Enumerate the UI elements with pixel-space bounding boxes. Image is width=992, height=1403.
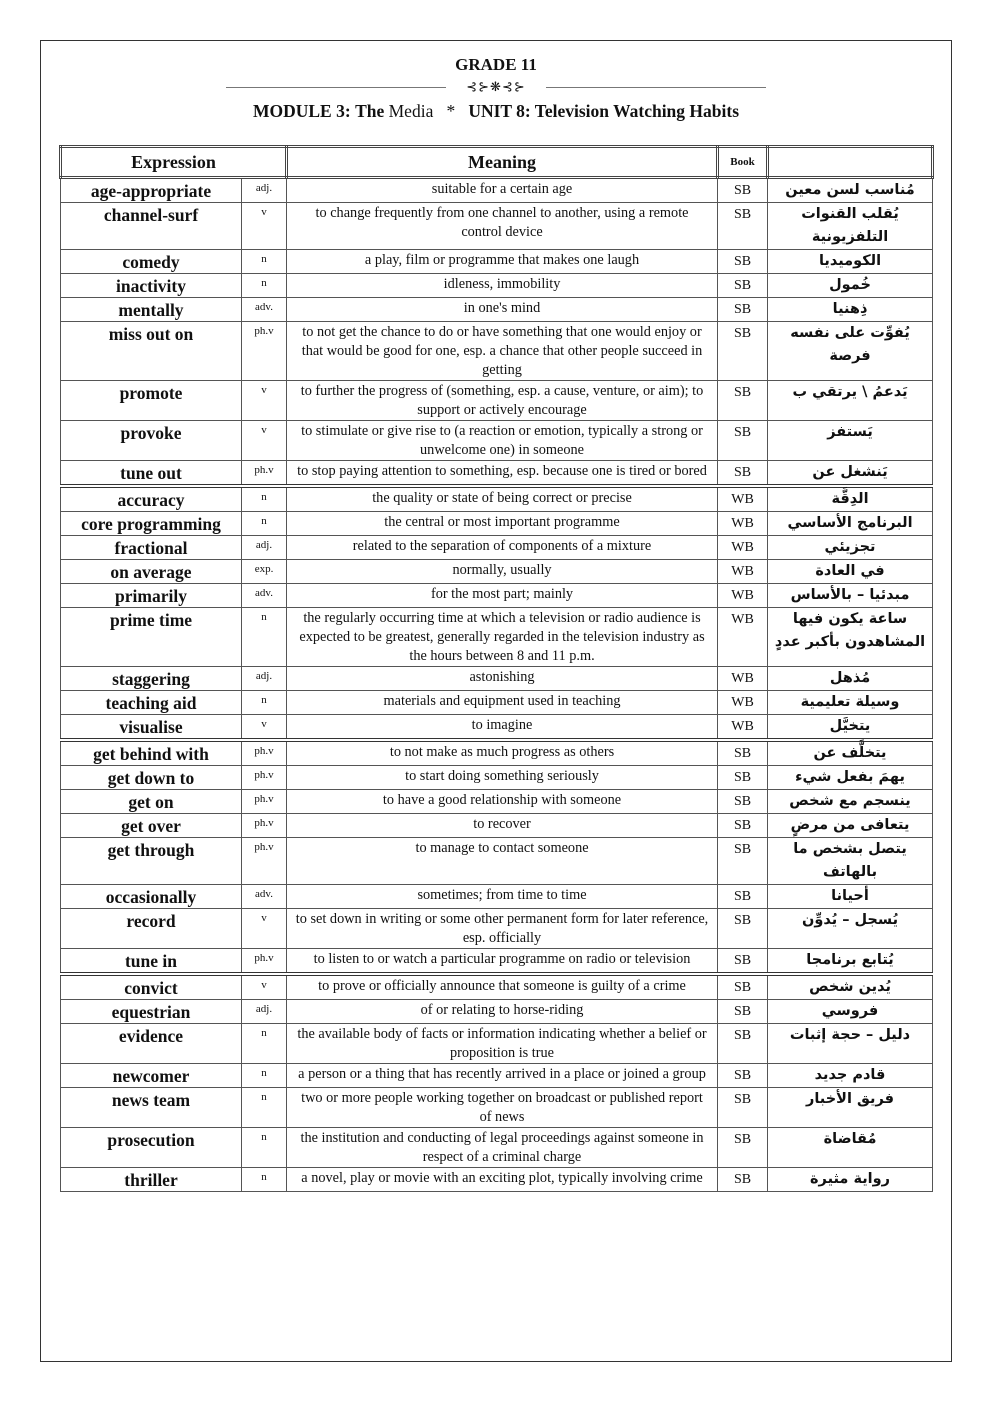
part-of-speech-cell: n: [242, 512, 287, 536]
book-cell: WB: [718, 608, 768, 667]
table-row: [61, 885, 933, 909]
meaning-cell: astonishing: [287, 667, 718, 691]
expression-cell: mentally: [61, 298, 242, 322]
arabic-translation-cell: مُناسب لسن معين: [768, 178, 933, 203]
arabic-translation-cell: يتعافى من مرضٍ: [768, 814, 933, 838]
meaning-cell: the quality or state of being correct or precise: [287, 486, 718, 512]
expression-cell: convict: [61, 974, 242, 1000]
arabic-translation-cell: يَدعمُ \ يرتقي ب: [768, 381, 933, 421]
table-row: [61, 1128, 933, 1168]
book-cell: SB: [718, 974, 768, 1000]
book-cell: SB: [718, 885, 768, 909]
book-cell: SB: [718, 1064, 768, 1088]
arabic-translation-cell: يُتابع برنامجا: [768, 949, 933, 975]
header-book: Book: [718, 147, 768, 178]
table-row: [61, 584, 933, 608]
expression-cell: primarily: [61, 584, 242, 608]
meaning-cell: to recover: [287, 814, 718, 838]
part-of-speech-cell: v: [242, 715, 287, 741]
meaning-cell: a play, film or programme that makes one laugh: [287, 250, 718, 274]
table-row: [61, 838, 933, 885]
vocabulary-table: [59, 145, 934, 1192]
expression-cell: promote: [61, 381, 242, 421]
expression-cell: get through: [61, 838, 242, 885]
part-of-speech-cell: ph.v: [242, 949, 287, 975]
header-arabic: [768, 147, 933, 178]
part-of-speech-cell: adj.: [242, 667, 287, 691]
expression-cell: staggering: [61, 667, 242, 691]
meaning-cell: of or relating to horse-riding: [287, 1000, 718, 1024]
arabic-translation-cell: مُقاضاة: [768, 1128, 933, 1168]
expression-cell: tune out: [61, 461, 242, 487]
part-of-speech-cell: adv.: [242, 298, 287, 322]
table-row: [61, 814, 933, 838]
table-row: [61, 974, 933, 1000]
arabic-translation-cell: فريق الأخبار: [768, 1088, 933, 1128]
arabic-translation-cell: يهمَ بفعل شيء: [768, 766, 933, 790]
meaning-cell: in one's mind: [287, 298, 718, 322]
arabic-translation-cell: رواية مثيرة: [768, 1168, 933, 1192]
part-of-speech-cell: ph.v: [242, 740, 287, 766]
expression-cell: get behind with: [61, 740, 242, 766]
expression-cell: record: [61, 909, 242, 949]
meaning-cell: sometimes; from time to time: [287, 885, 718, 909]
meaning-cell: the institution and conducting of legal proceedings against someone in respect of a criminal charge: [287, 1128, 718, 1168]
module-the: The: [355, 101, 385, 121]
table-row: [61, 536, 933, 560]
meaning-cell: to prove or officially announce that someone is guilty of a crime: [287, 974, 718, 1000]
expression-cell: news team: [61, 1088, 242, 1128]
ornament-icon: ⊰⊱❋⊰⊱: [466, 79, 526, 94]
expression-cell: accuracy: [61, 486, 242, 512]
unit-label: UNIT 8: Television Watching Habits: [468, 101, 740, 121]
table-row: [61, 381, 933, 421]
meaning-cell: to manage to contact someone: [287, 838, 718, 885]
meaning-cell: idleness, immobility: [287, 274, 718, 298]
table-row: [61, 486, 933, 512]
expression-cell: tune in: [61, 949, 242, 975]
meaning-cell: two or more people working together on broadcast or published report of news: [287, 1088, 718, 1128]
expression-cell: get over: [61, 814, 242, 838]
part-of-speech-cell: n: [242, 274, 287, 298]
part-of-speech-cell: adj.: [242, 178, 287, 203]
book-cell: WB: [718, 584, 768, 608]
arabic-translation-cell: يَستفز: [768, 421, 933, 461]
meaning-cell: the regularly occurring time at which a television or radio audience is expected to be greatest, generally regarded in the television industry as the hours between 8 and 11 p.m.: [287, 608, 718, 667]
expression-cell: get on: [61, 790, 242, 814]
arabic-translation-cell: يَنشغل عن: [768, 461, 933, 487]
expression-cell: visualise: [61, 715, 242, 741]
expression-cell: channel-surf: [61, 203, 242, 250]
expression-cell: newcomer: [61, 1064, 242, 1088]
arabic-translation-cell: دليل – حجة إثبات: [768, 1024, 933, 1064]
table-row: [61, 949, 933, 975]
meaning-cell: to not make as much progress as others: [287, 740, 718, 766]
part-of-speech-cell: n: [242, 1088, 287, 1128]
arabic-translation-cell: البرنامج الأساسي: [768, 512, 933, 536]
arabic-translation-cell: الدِقَّة: [768, 486, 933, 512]
part-of-speech-cell: ph.v: [242, 461, 287, 487]
arabic-translation-cell: مبدئيا – بالأساس: [768, 584, 933, 608]
book-cell: SB: [718, 250, 768, 274]
book-cell: SB: [718, 766, 768, 790]
part-of-speech-cell: n: [242, 1128, 287, 1168]
book-cell: SB: [718, 274, 768, 298]
arabic-translation-cell: في العادة: [768, 560, 933, 584]
part-of-speech-cell: v: [242, 974, 287, 1000]
title-separator: *: [446, 101, 456, 121]
table-row: [61, 421, 933, 461]
book-cell: SB: [718, 740, 768, 766]
table-row: [61, 274, 933, 298]
table-row: [61, 1064, 933, 1088]
meaning-cell: to have a good relationship with someone: [287, 790, 718, 814]
meaning-cell: to start doing something seriously: [287, 766, 718, 790]
arabic-translation-cell: يتخلَّف عن: [768, 740, 933, 766]
expression-cell: core programming: [61, 512, 242, 536]
part-of-speech-cell: exp.: [242, 560, 287, 584]
module-name: Media: [388, 101, 434, 121]
book-cell: SB: [718, 461, 768, 487]
table-row: [61, 203, 933, 250]
arabic-translation-cell: يُدين شخص: [768, 974, 933, 1000]
part-of-speech-cell: v: [242, 381, 287, 421]
part-of-speech-cell: ph.v: [242, 766, 287, 790]
book-cell: SB: [718, 1168, 768, 1192]
arabic-translation-cell: يُسجل – يُدوِّن: [768, 909, 933, 949]
book-cell: SB: [718, 1000, 768, 1024]
arabic-translation-cell: يُقلب القنوات التلفزيونية: [768, 203, 933, 250]
meaning-cell: to listen to or watch a particular programme on radio or television: [287, 949, 718, 975]
expression-cell: occasionally: [61, 885, 242, 909]
part-of-speech-cell: adv.: [242, 885, 287, 909]
arabic-translation-cell: يتصل بشخص ما بالهاتف: [768, 838, 933, 885]
book-cell: SB: [718, 178, 768, 203]
arabic-translation-cell: مُذهل: [768, 667, 933, 691]
header-meaning: Meaning: [287, 147, 718, 178]
meaning-cell: to change frequently from one channel to another, using a remote control device: [287, 203, 718, 250]
table-row: [61, 298, 933, 322]
arabic-translation-cell: يتخيَّل: [768, 715, 933, 741]
meaning-cell: a person or a thing that has recently arrived in a place or joined a group: [287, 1064, 718, 1088]
arabic-translation-cell: الكوميديا: [768, 250, 933, 274]
meaning-cell: to imagine: [287, 715, 718, 741]
arabic-translation-cell: يُفوِّت على نفسه فرصة: [768, 322, 933, 381]
meaning-cell: materials and equipment used in teaching: [287, 691, 718, 715]
book-cell: SB: [718, 203, 768, 250]
table-row: [61, 1024, 933, 1064]
module-label: MODULE 3:: [252, 101, 351, 121]
part-of-speech-cell: adj.: [242, 536, 287, 560]
meaning-cell: to not get the chance to do or have something that one would enjoy or that would be good for one, esp. a chance that other people succeed in getting: [287, 322, 718, 381]
part-of-speech-cell: n: [242, 486, 287, 512]
book-cell: WB: [718, 691, 768, 715]
meaning-cell: the available body of facts or information indicating whether a belief or proposition is true: [287, 1024, 718, 1064]
book-cell: SB: [718, 1128, 768, 1168]
table-row: [61, 461, 933, 487]
book-cell: SB: [718, 381, 768, 421]
table-row: [61, 608, 933, 667]
table-row: [61, 322, 933, 381]
table-row: [61, 790, 933, 814]
arabic-translation-cell: فروسي: [768, 1000, 933, 1024]
part-of-speech-cell: n: [242, 1064, 287, 1088]
part-of-speech-cell: ph.v: [242, 814, 287, 838]
table-row: [61, 667, 933, 691]
meaning-cell: to stimulate or give rise to (a reaction or emotion, typically a strong or unwelcome one) in someone: [287, 421, 718, 461]
expression-cell: inactivity: [61, 274, 242, 298]
part-of-speech-cell: n: [242, 691, 287, 715]
table-row: [61, 1000, 933, 1024]
book-cell: SB: [718, 1088, 768, 1128]
book-cell: SB: [718, 421, 768, 461]
part-of-speech-cell: adv.: [242, 584, 287, 608]
part-of-speech-cell: v: [242, 421, 287, 461]
book-cell: WB: [718, 512, 768, 536]
part-of-speech-cell: n: [242, 250, 287, 274]
book-cell: SB: [718, 322, 768, 381]
table-row: [61, 691, 933, 715]
table-row: [61, 766, 933, 790]
expression-cell: get down to: [61, 766, 242, 790]
expression-cell: fractional: [61, 536, 242, 560]
book-cell: SB: [718, 790, 768, 814]
vocabulary-body: [61, 178, 933, 1192]
meaning-cell: related to the separation of components of a mixture: [287, 536, 718, 560]
expression-cell: evidence: [61, 1024, 242, 1064]
arabic-translation-cell: خُمول: [768, 274, 933, 298]
meaning-cell: to set down in writing or some other permanent form for later reference, esp. officially: [287, 909, 718, 949]
table-row: [61, 715, 933, 741]
table-row: [61, 178, 933, 203]
book-cell: SB: [718, 838, 768, 885]
book-cell: SB: [718, 1024, 768, 1064]
arabic-translation-cell: أحيانا: [768, 885, 933, 909]
expression-cell: prosecution: [61, 1128, 242, 1168]
arabic-translation-cell: قادم جديد: [768, 1064, 933, 1088]
part-of-speech-cell: n: [242, 1168, 287, 1192]
expression-cell: prime time: [61, 608, 242, 667]
expression-cell: age-appropriate: [61, 178, 242, 203]
book-cell: WB: [718, 486, 768, 512]
meaning-cell: the central or most important programme: [287, 512, 718, 536]
part-of-speech-cell: v: [242, 203, 287, 250]
expression-cell: on average: [61, 560, 242, 584]
grade-title: GRADE 11: [455, 55, 537, 74]
part-of-speech-cell: v: [242, 909, 287, 949]
book-cell: WB: [718, 715, 768, 741]
part-of-speech-cell: ph.v: [242, 790, 287, 814]
book-cell: SB: [718, 949, 768, 975]
table-row: [61, 909, 933, 949]
book-cell: WB: [718, 560, 768, 584]
table-row: [61, 1168, 933, 1192]
part-of-speech-cell: adj.: [242, 1000, 287, 1024]
meaning-cell: to stop paying attention to something, esp. because one is tired or bored: [287, 461, 718, 487]
part-of-speech-cell: ph.v: [242, 322, 287, 381]
arabic-translation-cell: ساعة يكون فيها المشاهدون بأكبر عددٍ: [768, 608, 933, 667]
book-cell: WB: [718, 667, 768, 691]
table-row: [61, 560, 933, 584]
arabic-translation-cell: تجزيئي: [768, 536, 933, 560]
table-header-row: [61, 147, 933, 178]
expression-cell: equestrian: [61, 1000, 242, 1024]
part-of-speech-cell: n: [242, 1024, 287, 1064]
book-cell: WB: [718, 536, 768, 560]
book-cell: SB: [718, 298, 768, 322]
meaning-cell: normally, usually: [287, 560, 718, 584]
part-of-speech-cell: n: [242, 608, 287, 667]
table-row: [61, 1088, 933, 1128]
meaning-cell: for the most part; mainly: [287, 584, 718, 608]
book-cell: SB: [718, 814, 768, 838]
arabic-translation-cell: ذِهنيا: [768, 298, 933, 322]
expression-cell: teaching aid: [61, 691, 242, 715]
header-expression: Expression: [61, 147, 287, 178]
table-row: [61, 250, 933, 274]
table-row: [61, 740, 933, 766]
expression-cell: miss out on: [61, 322, 242, 381]
part-of-speech-cell: ph.v: [242, 838, 287, 885]
expression-cell: comedy: [61, 250, 242, 274]
module-unit-title: [0, 101, 992, 122]
book-cell: SB: [718, 909, 768, 949]
meaning-cell: to further the progress of (something, esp. a cause, venture, or aim); to support or actively encourage: [287, 381, 718, 421]
meaning-cell: a novel, play or movie with an exciting plot, typically involving crime: [287, 1168, 718, 1192]
arabic-translation-cell: وسيلة تعليمية: [768, 691, 933, 715]
meaning-cell: suitable for a certain age: [287, 178, 718, 203]
arabic-translation-cell: ينسجم مع شخص: [768, 790, 933, 814]
ornament-divider: [226, 79, 766, 95]
table-row: [61, 512, 933, 536]
expression-cell: thriller: [61, 1168, 242, 1192]
expression-cell: provoke: [61, 421, 242, 461]
